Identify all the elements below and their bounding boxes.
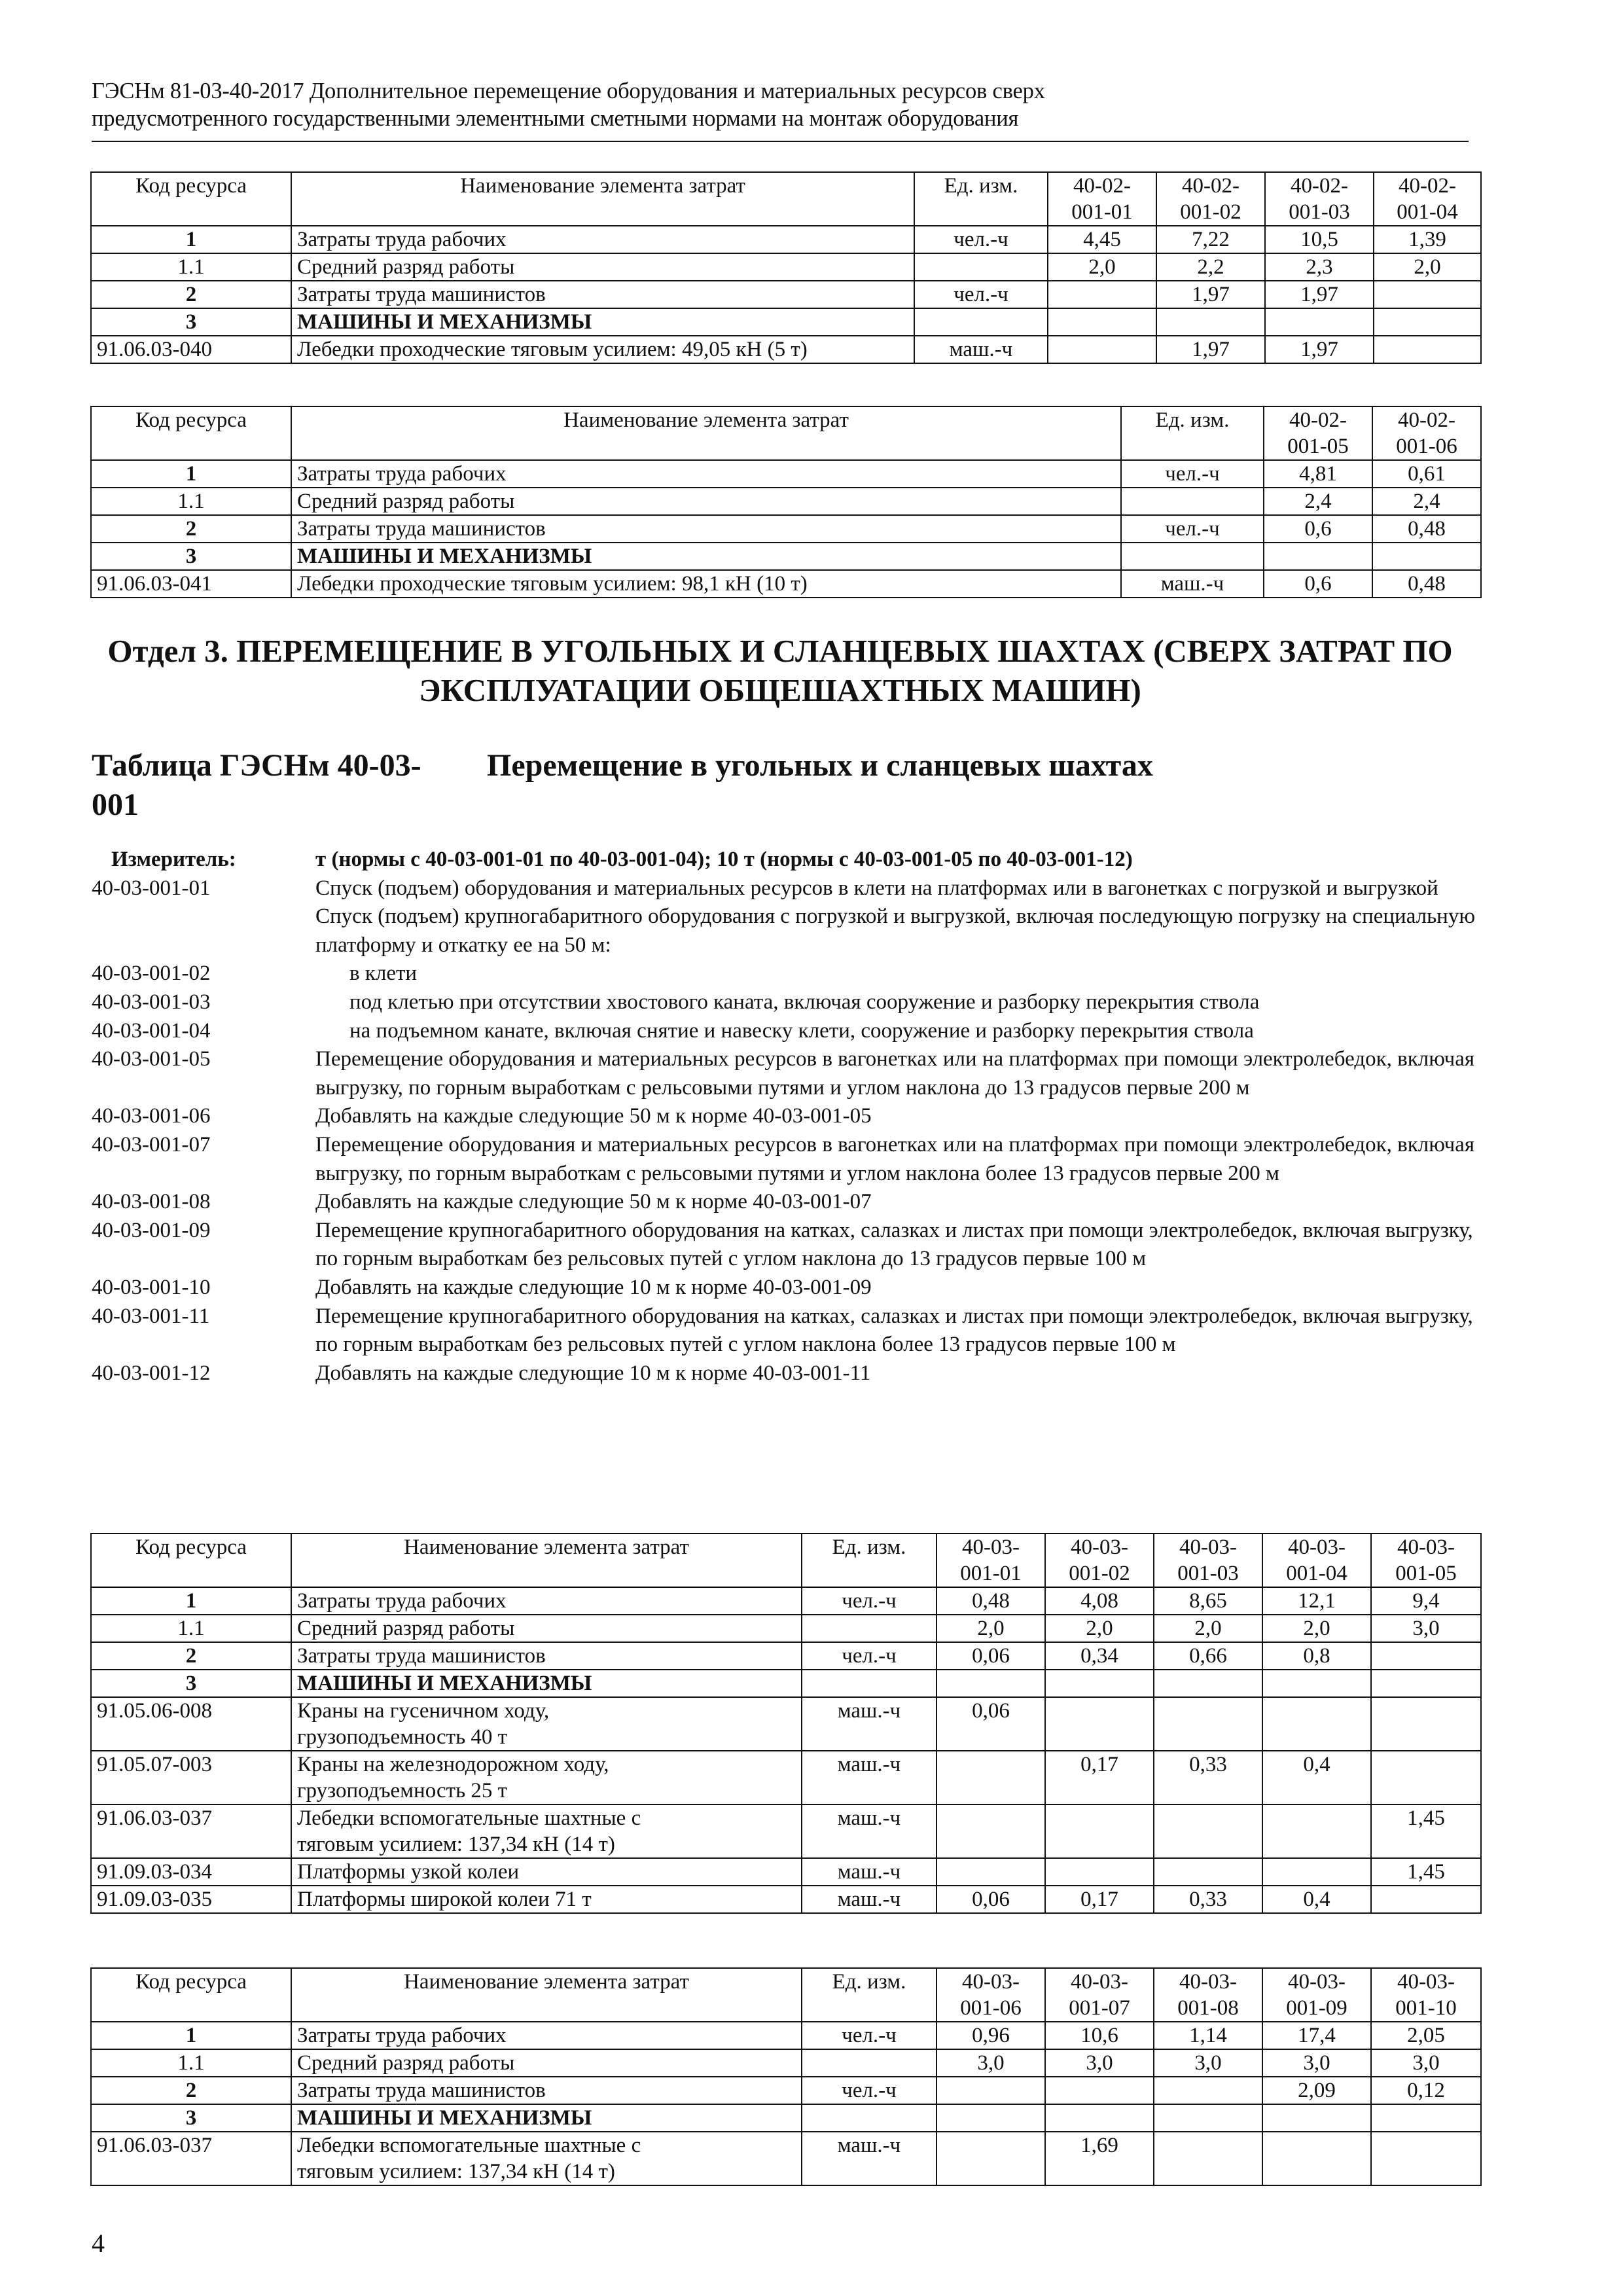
- header-norm-code: 40-03- 001-01: [936, 1534, 1045, 1587]
- table-header-row: [91, 1534, 1481, 1587]
- resource-name: Краны на гусеничном ходу, грузоподъемность 40 т: [291, 1697, 802, 1751]
- spec-item: [92, 1217, 1479, 1274]
- spec-item: [92, 960, 1479, 988]
- resource-code: 91.05.07-003: [91, 1751, 291, 1804]
- norm-value: 3,0: [1262, 2049, 1371, 2077]
- table-row: [91, 308, 1481, 336]
- measure-text: т (нормы с 40-03-001-01 по 40-03-001-04); 10 т (нормы с 40-03-001-05 по 40-03-001-12): [315, 848, 1133, 871]
- table-caption-label: Таблица ГЭСНм 40-03-001: [92, 748, 421, 822]
- page-cut: [92, 2199, 1476, 2201]
- resource-name: Краны на железнодорожном ходу, грузоподъемность 25 т: [291, 1751, 802, 1804]
- norm-value: [1045, 2077, 1154, 2104]
- resource-unit: чел.-ч: [1121, 460, 1264, 488]
- resource-unit: [914, 308, 1048, 336]
- header-norm-code: 40-02- 001-01: [1048, 172, 1156, 226]
- norms-specification: [92, 846, 1479, 1388]
- norm-code: 40-03-001-06: [92, 1104, 211, 1128]
- norm-value: 2,0: [936, 1615, 1045, 1642]
- norm-value: [936, 1751, 1045, 1804]
- header-line-1: ГЭСНм 81-03-40-2017 Дополнительное перемещение оборудования и материальных ресурсов сверх: [92, 79, 1045, 103]
- norm-value: [1048, 336, 1156, 363]
- norm-description: Перемещение крупногабаритного оборудования на катках, салазках и листах при помощи электролебедок, включая выгрузку, по горным выработкам без рельсовых путей с углом наклона более 13 градусов первые 100 м: [315, 1304, 1473, 1357]
- resource-code: 3: [91, 543, 291, 570]
- resource-name: Средний разряд работы: [291, 488, 1121, 515]
- resource-name: Затраты труда машинистов: [291, 281, 914, 308]
- norm-value: [1262, 2132, 1371, 2185]
- resource-unit: [1121, 488, 1264, 515]
- norm-description: Добавлять на каждые следующие 10 м к норме 40-03-001-11: [315, 1361, 871, 1385]
- norm-value: [1156, 308, 1265, 336]
- norm-value: [1045, 1858, 1154, 1886]
- norm-value: [1154, 1670, 1262, 1697]
- resource-name: МАШИНЫ И МЕХАНИЗМЫ: [291, 2104, 802, 2132]
- norm-value: [1154, 1697, 1262, 1751]
- spec-item: [92, 1102, 1479, 1131]
- norm-code: 40-03-001-01: [92, 876, 211, 900]
- norm-value: 0,06: [936, 1697, 1045, 1751]
- spec-item: [92, 903, 1479, 960]
- table-row: [91, 1642, 1481, 1670]
- norm-value: [1371, 1751, 1481, 1804]
- norm-value: 10,6: [1045, 2022, 1154, 2049]
- table-row: [91, 460, 1481, 488]
- norm-value: 1,69: [1045, 2132, 1154, 2185]
- table-caption-title: Перемещение в угольных и сланцевых шахтах: [487, 748, 1153, 783]
- table-row: [91, 1615, 1481, 1642]
- resource-name: Средний разряд работы: [291, 1615, 802, 1642]
- norm-value: 0,6: [1264, 515, 1372, 543]
- resource-unit: [1121, 543, 1264, 570]
- resource-code: 1: [91, 226, 291, 253]
- norm-value: [1371, 2132, 1481, 2185]
- resource-table-40-03-001-a: [90, 1533, 1482, 1914]
- norm-value: 0,33: [1154, 1751, 1262, 1804]
- table-row: [91, 570, 1481, 598]
- norm-value: 0,4: [1262, 1886, 1371, 1913]
- resource-unit: чел.-ч: [802, 2077, 936, 2104]
- norm-value: [1262, 2104, 1371, 2132]
- resource-code: 3: [91, 2104, 291, 2132]
- norm-code: 40-03-001-05: [92, 1047, 211, 1071]
- norm-value: 1,97: [1156, 336, 1265, 363]
- norm-value: [936, 2077, 1045, 2104]
- resource-unit: чел.-ч: [914, 226, 1048, 253]
- norm-description: Добавлять на каждые следующие 50 м к норме 40-03-001-07: [315, 1190, 872, 1214]
- table-row: [91, 281, 1481, 308]
- resource-name: Платформы узкой колеи: [291, 1858, 802, 1886]
- norm-value: [1371, 1886, 1481, 1913]
- norm-value: 2,0: [1262, 1615, 1371, 1642]
- resource-unit: маш.-ч: [914, 336, 1048, 363]
- resource-unit: [802, 1670, 936, 1697]
- spec-item: [92, 1274, 1479, 1302]
- resource-code: 2: [91, 515, 291, 543]
- norm-value: 3,0: [936, 2049, 1045, 2077]
- norm-value: [1374, 336, 1481, 363]
- norm-description: Добавлять на каждые следующие 10 м к норме 40-03-001-09: [315, 1275, 872, 1299]
- spec-item: [92, 1131, 1479, 1188]
- resource-name: Затраты труда машинистов: [291, 515, 1121, 543]
- resource-name: Средний разряд работы: [291, 253, 914, 281]
- norm-code: 40-03-001-04: [92, 1018, 211, 1043]
- table-row: [91, 253, 1481, 281]
- resource-code: 3: [91, 1670, 291, 1697]
- resource-code: 1.1: [91, 1615, 291, 1642]
- table-header-row: [91, 172, 1481, 226]
- spec-item: [92, 988, 1479, 1017]
- norm-value: [936, 2132, 1045, 2185]
- norm-code: 40-03-001-12: [92, 1361, 211, 1385]
- section-title: Отдел 3. ПЕРЕМЕЩЕНИЕ В УГОЛЬНЫХ И СЛАНЦЕВЫХ ШАХТАХ (СВЕРХ ЗАТРАТ ПО ЭКСПЛУАТАЦИИ ОБЩЕШАХТНЫХ МАШИН): [107, 633, 1453, 708]
- header-unit: Ед. изм.: [914, 172, 1048, 226]
- resource-unit: чел.-ч: [802, 2022, 936, 2049]
- norm-value: [1048, 281, 1156, 308]
- norm-value: [1371, 1697, 1481, 1751]
- table-row: [91, 1804, 1481, 1858]
- norm-value: 0,06: [936, 1886, 1045, 1913]
- header-code: Код ресурса: [91, 172, 291, 226]
- norm-value: 1,45: [1371, 1804, 1481, 1858]
- resource-unit: [914, 253, 1048, 281]
- norm-value: [1371, 2104, 1481, 2132]
- norm-code: 40-03-001-07: [92, 1132, 211, 1157]
- table-header-row: [91, 406, 1481, 460]
- resource-unit: чел.-ч: [802, 1642, 936, 1670]
- norm-value: [1262, 1670, 1371, 1697]
- norm-value: 1,14: [1154, 2022, 1262, 2049]
- norm-value: [1265, 308, 1374, 336]
- norm-description: под клетью при отсутствии хвостового каната, включая сооружение и разборку перекрытия ствола: [349, 990, 1260, 1014]
- norm-value: 0,96: [936, 2022, 1045, 2049]
- norm-value: 2,3: [1265, 253, 1374, 281]
- norm-value: [1045, 1697, 1154, 1751]
- header-unit: Ед. изм.: [802, 1968, 936, 2022]
- table-row: [91, 1697, 1481, 1751]
- resource-code: 3: [91, 308, 291, 336]
- resource-name: МАШИНЫ И МЕХАНИЗМЫ: [291, 1670, 802, 1697]
- norm-value: [1371, 1642, 1481, 1670]
- norm-value: 3,0: [1045, 2049, 1154, 2077]
- table-row: [91, 1670, 1481, 1697]
- norm-value: 3,0: [1371, 1615, 1481, 1642]
- header-norm-code: 40-02- 001-03: [1265, 172, 1374, 226]
- header-code: Код ресурса: [91, 1534, 291, 1587]
- resource-code: 2: [91, 2077, 291, 2104]
- norm-value: [1372, 543, 1481, 570]
- header-name: Наименование элемента затрат: [291, 172, 914, 226]
- resource-code: 91.06.03-037: [91, 2132, 291, 2185]
- resource-code: 1: [91, 460, 291, 488]
- norm-description: Добавлять на каждые следующие 50 м к норме 40-03-001-05: [315, 1104, 872, 1128]
- resource-code: 1.1: [91, 488, 291, 515]
- resource-name: МАШИНЫ И МЕХАНИЗМЫ: [291, 308, 914, 336]
- resource-unit: маш.-ч: [802, 1886, 936, 1913]
- resource-name: Лебедки вспомогательные шахтные с тяговым усилием: 137,34 кН (14 т): [291, 2132, 802, 2185]
- table-row: [91, 488, 1481, 515]
- norm-value: 0,17: [1045, 1886, 1154, 1913]
- norm-code: 40-03-001-02: [92, 961, 211, 986]
- norm-code: [92, 903, 315, 960]
- norm-value: 0,66: [1154, 1642, 1262, 1670]
- header-norm-code: 40-03- 001-05: [1371, 1534, 1481, 1587]
- norm-value: 0,06: [936, 1642, 1045, 1670]
- resource-code: 2: [91, 281, 291, 308]
- norm-value: 2,0: [1048, 253, 1156, 281]
- header-name: Наименование элемента затрат: [291, 406, 1121, 460]
- resource-unit: маш.-ч: [802, 1751, 936, 1804]
- header-norm-code: 40-03- 001-06: [936, 1968, 1045, 2022]
- resource-table-40-02-001-a: [90, 171, 1482, 364]
- norm-value: [1154, 1804, 1262, 1858]
- table-row: [91, 2132, 1481, 2185]
- norm-description: Перемещение оборудования и материальных ресурсов в вагонетках или на платформах при помощи электролебедок, включая выгрузку, по горным выработкам с рельсовыми путями и углом наклона до 13 градусов первые 200 м: [315, 1047, 1475, 1100]
- header-norm-code: 40-03- 001-09: [1262, 1968, 1371, 2022]
- spec-item: [92, 1302, 1479, 1359]
- norm-description: Перемещение оборудования и материальных ресурсов в вагонетках или на платформах при помощи электролебедок, включая выгрузку, по горным выработкам с рельсовыми путями и углом наклона более 13 градусов первые 200 м: [315, 1132, 1475, 1185]
- norm-value: 17,4: [1262, 2022, 1371, 2049]
- table-row: [91, 2104, 1481, 2132]
- norm-value: [1264, 543, 1372, 570]
- norm-value: [1045, 1804, 1154, 1858]
- norm-value: [1374, 281, 1481, 308]
- norm-value: 1,97: [1265, 336, 1374, 363]
- norm-code: 40-03-001-08: [92, 1190, 211, 1214]
- norm-value: [936, 2104, 1045, 2132]
- norm-value: 1,97: [1265, 281, 1374, 308]
- norm-value: [1262, 1697, 1371, 1751]
- norm-value: 3,0: [1371, 2049, 1481, 2077]
- resource-name: Лебедки проходческие тяговым усилием: 49,05 кН (5 т): [291, 336, 914, 363]
- resource-code: 91.09.03-034: [91, 1858, 291, 1886]
- norm-value: 2,0: [1045, 1615, 1154, 1642]
- norm-value: 3,0: [1154, 2049, 1262, 2077]
- norm-description: на подъемном канате, включая снятие и навеску клети, сооружение и разборку перекрытия ствола: [349, 1018, 1254, 1043]
- norm-value: [1262, 1858, 1371, 1886]
- resource-unit: чел.-ч: [802, 1587, 936, 1615]
- norm-code: 40-03-001-10: [92, 1275, 211, 1299]
- norm-description: в клети: [349, 961, 418, 986]
- norm-value: 2,05: [1371, 2022, 1481, 2049]
- norm-code: 40-03-001-09: [92, 1218, 211, 1242]
- norm-value: [1048, 308, 1156, 336]
- resource-unit: чел.-ч: [914, 281, 1048, 308]
- table-row: [91, 1587, 1481, 1615]
- resource-code: 1: [91, 2022, 291, 2049]
- spec-item: [92, 1188, 1479, 1217]
- norm-value: [1045, 2104, 1154, 2132]
- norm-value: 0,8: [1262, 1642, 1371, 1670]
- norm-value: [1154, 1858, 1262, 1886]
- resource-unit: чел.-ч: [1121, 515, 1264, 543]
- norm-value: 0,6: [1264, 570, 1372, 598]
- header-code: Код ресурса: [91, 406, 291, 460]
- resource-name: Затраты труда машинистов: [291, 2077, 802, 2104]
- header-norm-code: 40-03- 001-10: [1371, 1968, 1481, 2022]
- resource-unit: маш.-ч: [802, 1804, 936, 1858]
- norm-description: Спуск (подъем) крупногабаритного оборудования с погрузкой и выгрузкой, включая последующую погрузку на специальную платформу и откатку ее на 50 м:: [315, 905, 1475, 957]
- norm-value: [1262, 1804, 1371, 1858]
- resource-unit: маш.-ч: [802, 1697, 936, 1751]
- resource-unit: [802, 1615, 936, 1642]
- resource-code: 91.06.03-041: [91, 570, 291, 598]
- resource-code: 1: [91, 1587, 291, 1615]
- table-header-row: [91, 1968, 1481, 2022]
- norm-value: 0,48: [1372, 570, 1481, 598]
- table-row: [91, 2022, 1481, 2049]
- norm-description: Спуск (подъем) оборудования и материальных ресурсов в клети на платформах или в вагонетках с погрузкой и выгрузкой: [315, 876, 1438, 900]
- table-row: [91, 336, 1481, 363]
- table-row: [91, 226, 1481, 253]
- header-norm-code: 40-03- 001-02: [1045, 1534, 1154, 1587]
- norm-value: 0,34: [1045, 1642, 1154, 1670]
- header-norm-code: 40-03- 001-03: [1154, 1534, 1262, 1587]
- norm-value: 1,39: [1374, 226, 1481, 253]
- norm-value: 2,0: [1154, 1615, 1262, 1642]
- norm-value: 0,17: [1045, 1751, 1154, 1804]
- norm-value: [936, 1858, 1045, 1886]
- norm-value: [1154, 2077, 1262, 2104]
- header-norm-code: 40-02- 001-06: [1372, 406, 1481, 460]
- norm-value: [936, 1804, 1045, 1858]
- resource-name: Затраты труда машинистов: [291, 1642, 802, 1670]
- table-row: [91, 1751, 1481, 1804]
- norm-code: 40-03-001-03: [92, 990, 211, 1014]
- resource-code: 1.1: [91, 2049, 291, 2077]
- norm-value: [1374, 308, 1481, 336]
- norm-value: 0,12: [1371, 2077, 1481, 2104]
- header-norm-code: 40-02- 001-05: [1264, 406, 1372, 460]
- resource-code: 91.05.06-008: [91, 1697, 291, 1751]
- norm-value: 2,2: [1156, 253, 1265, 281]
- resource-table-40-03-001-b: [90, 1967, 1482, 2186]
- table-row: [91, 515, 1481, 543]
- resource-code: 2: [91, 1642, 291, 1670]
- resource-table-40-02-001-b: [90, 406, 1482, 598]
- norm-value: [1154, 2104, 1262, 2132]
- spec-item: [92, 1017, 1479, 1046]
- norm-value: 0,48: [1372, 515, 1481, 543]
- header-rule: [92, 141, 1469, 142]
- spec-item: [92, 1359, 1479, 1388]
- norm-value: 10,5: [1265, 226, 1374, 253]
- norm-value: 4,45: [1048, 226, 1156, 253]
- resource-unit: [802, 2104, 936, 2132]
- norm-value: 0,33: [1154, 1886, 1262, 1913]
- norm-value: 1,97: [1156, 281, 1265, 308]
- header-norm-code: 40-03- 001-08: [1154, 1968, 1262, 2022]
- header-norm-code: 40-02- 001-02: [1156, 172, 1265, 226]
- resource-name: Затраты труда рабочих: [291, 226, 914, 253]
- header-name: Наименование элемента затрат: [291, 1968, 802, 2022]
- resource-code: 91.06.03-040: [91, 336, 291, 363]
- resource-unit: маш.-ч: [802, 2132, 936, 2185]
- resource-name: Затраты труда рабочих: [291, 460, 1121, 488]
- resource-code: 91.09.03-035: [91, 1886, 291, 1913]
- header-norm-code: 40-02- 001-04: [1374, 172, 1481, 226]
- norm-value: 4,08: [1045, 1587, 1154, 1615]
- resource-name: Средний разряд работы: [291, 2049, 802, 2077]
- norm-value: 2,4: [1264, 488, 1372, 515]
- header-unit: Ед. изм.: [1121, 406, 1264, 460]
- header-unit: Ед. изм.: [802, 1534, 936, 1587]
- resource-name: Лебедки проходческие тяговым усилием: 98,1 кН (10 т): [291, 570, 1121, 598]
- norm-value: 9,4: [1371, 1587, 1481, 1615]
- spec-item: [92, 874, 1479, 903]
- norm-value: 0,4: [1262, 1751, 1371, 1804]
- resource-name: Лебедки вспомогательные шахтные с тяговым усилием: 137,34 кН (14 т): [291, 1804, 802, 1858]
- resource-unit: маш.-ч: [1121, 570, 1264, 598]
- resource-unit: маш.-ч: [802, 1858, 936, 1886]
- norm-value: 7,22: [1156, 226, 1265, 253]
- header-name: Наименование элемента затрат: [291, 1534, 802, 1587]
- resource-code: 91.06.03-037: [91, 1804, 291, 1858]
- measure-row: [92, 846, 1479, 874]
- resource-name: Затраты труда рабочих: [291, 2022, 802, 2049]
- header-code: Код ресурса: [91, 1968, 291, 2022]
- norm-value: [936, 1670, 1045, 1697]
- norm-value: 2,4: [1372, 488, 1481, 515]
- header-norm-code: 40-03- 001-04: [1262, 1534, 1371, 1587]
- resource-name: Платформы широкой колеи 71 т: [291, 1886, 802, 1913]
- norm-value: [1371, 1670, 1481, 1697]
- norm-value: 1,45: [1371, 1858, 1481, 1886]
- table-row: [91, 543, 1481, 570]
- table-row: [91, 2077, 1481, 2104]
- measure-label: Измеритель:: [111, 848, 236, 871]
- norm-value: 2,0: [1374, 253, 1481, 281]
- norm-value: [1154, 2132, 1262, 2185]
- table-row: [91, 1858, 1481, 1886]
- norm-value: 0,61: [1372, 460, 1481, 488]
- resource-code: 1.1: [91, 253, 291, 281]
- table-row: [91, 1886, 1481, 1913]
- header-norm-code: 40-03- 001-07: [1045, 1968, 1154, 2022]
- norm-value: 12,1: [1262, 1587, 1371, 1615]
- norm-code: 40-03-001-11: [92, 1304, 210, 1328]
- spec-item: [92, 1045, 1479, 1102]
- running-header: [92, 77, 1469, 132]
- norm-value: [1045, 1670, 1154, 1697]
- page-number: 4: [92, 2229, 105, 2258]
- norm-value: 2,09: [1262, 2077, 1371, 2104]
- norm-value: 0,48: [936, 1587, 1045, 1615]
- norm-value: 4,81: [1264, 460, 1372, 488]
- norm-value: 8,65: [1154, 1587, 1262, 1615]
- resource-unit: [802, 2049, 936, 2077]
- table-row: [91, 2049, 1481, 2077]
- header-line-2: предусмотренного государственными элементными сметными нормами на монтаж оборудования: [92, 106, 1019, 131]
- norm-description: Перемещение крупногабаритного оборудования на катках, салазках и листах при помощи электролебедок, включая выгрузку, по горным выработкам без рельсовых путей с углом наклона до 13 градусов первые 100 м: [315, 1218, 1473, 1271]
- resource-name: МАШИНЫ И МЕХАНИЗМЫ: [291, 543, 1121, 570]
- resource-name: Затраты труда рабочих: [291, 1587, 802, 1615]
